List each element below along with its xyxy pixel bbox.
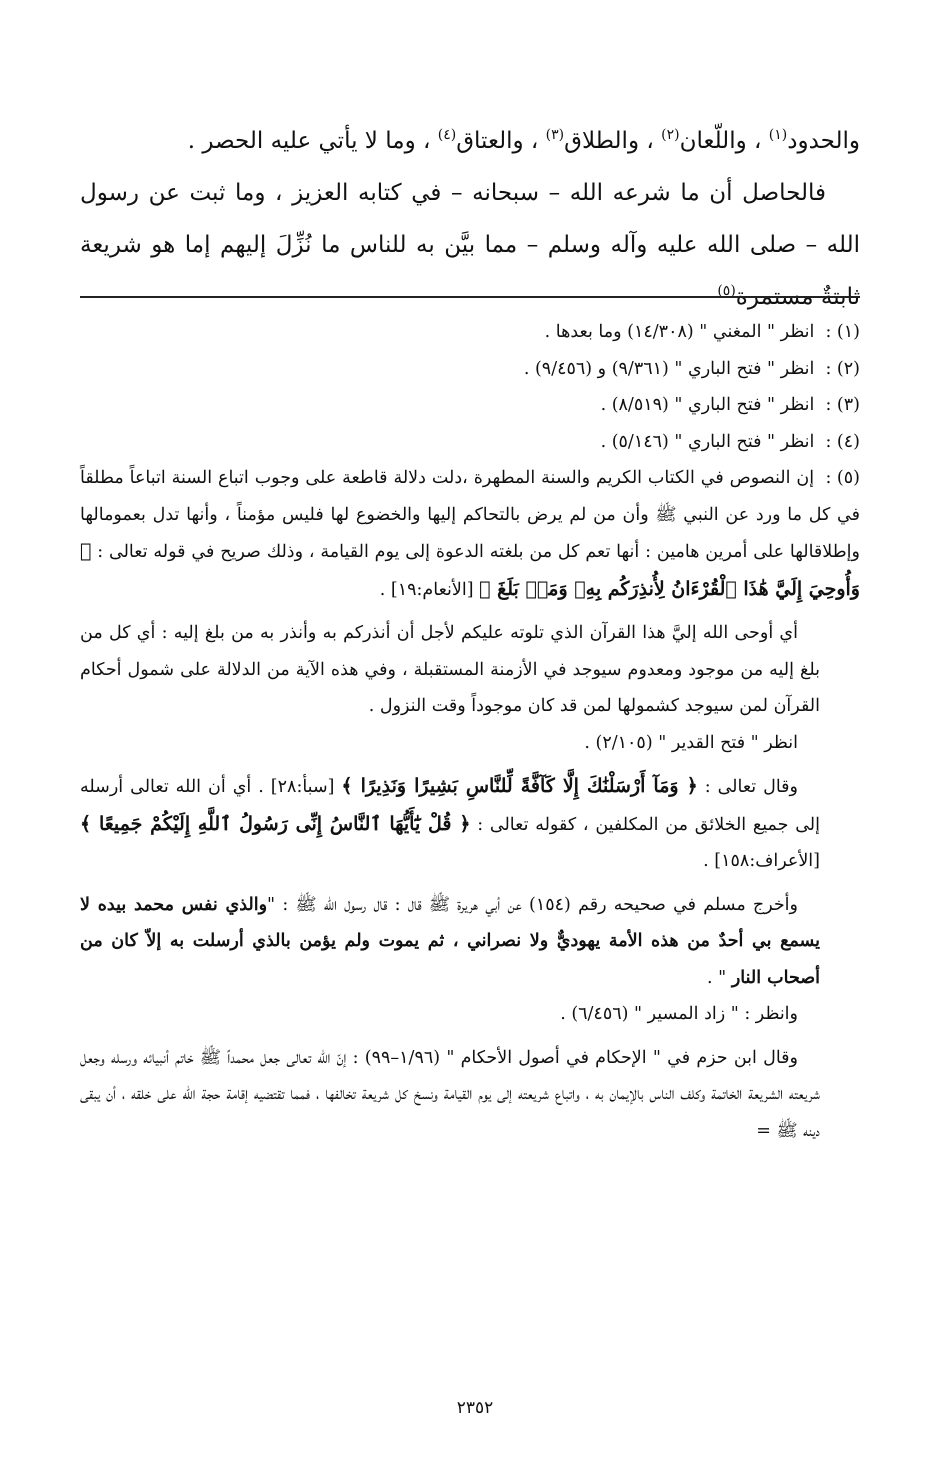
footnote-text: وقال تعالى : [704, 777, 798, 797]
verse-reference: [الأنعام:١٩] . [379, 579, 474, 600]
quran-verse: ﴿ وَأُوحِيَ إِلَيَّ هَٰذَا ٱلْقُرْءَانُ لِأُنذِرَكُم بِهِۦ وَمَنۢ بَلَغَ ﴾ [80, 540, 860, 600]
footnote-ref-3[interactable]: (٣) [545, 127, 565, 143]
quran-verse: ﴿ قُلْ يَٰٓأَيُّهَا ٱلنَّاسُ إِنِّى رَسُولُ ٱللَّهِ إِلَيْكُمْ جَمِيعًا ﴾ [80, 812, 471, 835]
footnote-number: (١) : [825, 322, 860, 342]
footnote-ref-2[interactable]: (٢) [661, 127, 680, 143]
footnote-text: انظر " فتح الباري " (٨/٥١٩) . [600, 395, 815, 415]
main-paragraph-2 [80, 167, 860, 323]
footnote-2 [80, 351, 860, 388]
footnote-1 [80, 314, 860, 351]
footnote-number: (٢) : [825, 358, 860, 379]
footnote-number: (٥) : [825, 468, 860, 488]
footnote-separator [80, 296, 860, 298]
text-lian: ، واللّعان [679, 128, 769, 154]
footnote-5-ref-zad [80, 996, 860, 1033]
footnote-ref-1[interactable]: (١) [768, 127, 788, 143]
footnote-number: (٤) : [825, 431, 860, 452]
quran-verse: ﴿ وَمَآ أَرْسَلْنَٰكَ إِلَّا كَآفَّةً لِّلنَّاسِ بَشِيرًا وَنَذِيرًا ﴾ [341, 775, 698, 797]
text-line1-end: ، وما لا يأتي عليه الحصر . [187, 128, 438, 154]
footnote-text: وقال ابن حزم في " الإحكام في أصول الأحكام " (١/٩٦–٩٩) : إنّ الله تعالى جعل محمداً ﷺ خاتم أنبيائه ورسله وجعل شريعته الشريعة الخاتمة وكلف الناس بالإيمان به ، واتباع شريعته إلى يوم القيامة ونسخ كل شريعة تخالفها ، فمما تقتضيه إقامة حجة الله على خلقه ، أن يبقى دينه ﷺ = [80, 1047, 820, 1141]
text-talaq: ، والطلاق [564, 128, 662, 154]
footnote-text: انظر " فتح الباري " (٩/٣٦١) و (٩/٤٥٦) . [523, 358, 815, 379]
footnote-4 [80, 424, 860, 461]
footnote-5-ibnhazm [80, 1040, 860, 1150]
hadith-text: والذي نفس محمد بيده لا يسمع بي أحدٌ من هذه الأمة يهوديٌّ ولا نصراني ، ثم يموت ولم يؤمن بالذي أرسلت به إلاّ كان من أصحاب النار [80, 894, 820, 988]
text-paragraph-2: فالحاصل أن ما شرعه الله – سبحانه – في كتابه العزيز ، وما ثبت عن رسول الله – صلى الله عليه وآله وسلم – مما بيَّن به للناس ما نُزِّلَ إليهم إما هو شريعة ثابتةٌ مستمرة [80, 180, 860, 310]
footnote-5-tafsir [80, 615, 860, 725]
footnote-number: (٣) : [825, 395, 860, 415]
footnote-text: وأخرج مسلم في صحيحه رقم (١٥٤) عن أبي هريرة ﷺ قال : قال رسول الله ﷺ : " [267, 894, 798, 915]
footnotes [80, 314, 860, 1149]
footnote-5 [80, 460, 860, 608]
text-hudud: والحدود [787, 128, 860, 154]
footnote-text: إن النصوص في الكتاب الكريم والسنة المطهرة ،دلت دلالة قاطعة على وجوب اتباع السنة اتباعاً مطلقاً في كل ما ورد عن النبي ﷺ وأن من لم يرض بالتحاكم إليها والخضوع لها فليس مؤمناً ، وأنها تدل بعمومالها وإطلاقالها على أمرين هامين : أنها تعم كل من بلغته الدعوة إلى يوم القيامة ، وذلك صريح في قوله تعالى : [80, 468, 860, 562]
footnote-text: " . [707, 967, 727, 988]
main-line-1 [80, 115, 860, 167]
footnote-text: [سبأ:٢٨] . أي أن الله تعالى أرسله إلى جميع الخلائق من المكلفين ، كقوله تعالى : [80, 777, 820, 835]
footnote-5-ref-fathalqadir [80, 725, 860, 762]
footnote-text: انظر " فتح القدير " (٢/١٠٥) . [584, 732, 798, 753]
footnote-ref-4[interactable]: (٤) [437, 127, 457, 143]
footnote-ref-5[interactable]: (٥) [717, 283, 736, 299]
footnote-5-hadith [80, 887, 860, 997]
main-text [80, 115, 860, 323]
footnote-text: وانظر : " زاد المسير " (٦/٤٥٦) . [560, 1004, 798, 1024]
footnote-5-verses [80, 768, 860, 880]
footnote-3 [80, 387, 860, 424]
footnote-text: انظر " فتح الباري " (٥/١٤٦) . [600, 431, 815, 452]
verse-reference: [الأعراف:١٥٨] . [703, 851, 820, 871]
footnote-text: أي أوحى الله إليَّ هذا القرآن الذي تلوته عليكم لأجل أن أنذركم به وأنذر به من بلغ إليه : أي كل من بلغ إليه من موجود ومعدوم سيوجد في الأزمنة المستقبلة ، وفي هذه الآية من الدلالة على شمول أحكام القرآن لمن سيوجد كشمولها لمن قد كان موجوداً وقت النزول . [80, 623, 820, 716]
footnote-text: انظر " المغني " (١٤/٣٠٨) وما بعدها . [544, 322, 815, 342]
page-number: ٢٣٥٢ [456, 1398, 494, 1418]
text-ataq: ، والعتاق [456, 128, 546, 154]
